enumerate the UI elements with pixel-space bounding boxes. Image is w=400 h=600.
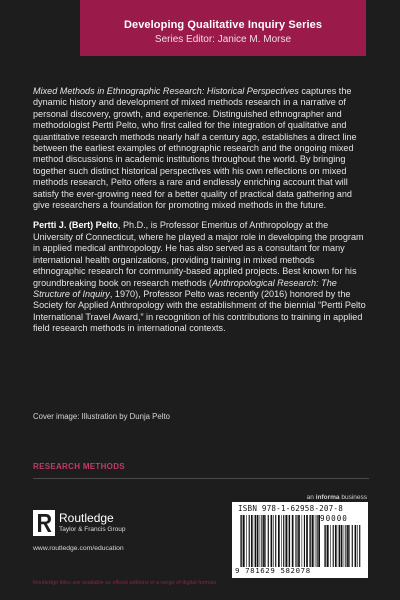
price-code: 90000 [320,514,348,523]
publisher-group: Taylor & Francis Group [59,526,126,533]
category-label: RESEARCH METHODS [33,462,125,471]
routledge-r-icon [33,510,55,536]
author-bio-text-1: , Ph.D., is Professor Emeritus of Anthropology at the University of Connecticut, where he played a major role in developing the program in applied medical anthropology. He has also served as a consultant for many international health organizations, providing training in mixed methods ethnographic research for community-based applied projects. Best known for his groundbreaking book on research methods ( [33,220,364,288]
divider [33,478,369,479]
author-bio-paragraph [33,220,369,334]
book-description [33,86,369,344]
cover-credit: Cover image: Illustration by Dunja Pelto [33,412,170,421]
author-name: Pertti J. (Bert) Pelto [33,220,118,231]
informa-suffix: business [339,494,367,501]
publisher-fine-print: Routledge titles are available as eBook editions in a range of digital formats [33,580,217,586]
series-title: Developing Qualitative Inquiry Series [123,19,323,31]
barcode-addon-bars-icon [324,525,362,567]
barcode-digits: 9 781629 582078 [235,566,311,575]
isbn-number: ISBN 978-1-62958-207-8 [238,504,343,513]
barcode-bars-icon [240,515,320,567]
description-text: captures the dynamic history and development of mixed methods research in a narrative of personal discovery, growth, and experience. Distinguished ethnographer and methodologist Pertti Pelto, who first called for the integration of qualitative and quantitative research methods nearly half a century ago, establishes a direct line between the earliest examples of ethnographic research and the ongoing mixed method discussions in academic institutions throughout the world. By bringing together such distinct historical perspectives with his own reflections on mixed methods research, Pelto offers a rare and endlessly enriching account that will satisfy the ever-growing need for a better quality of practical data gathering and give researchers a foundation for promoting mixed methods in the future. [33,86,357,211]
isbn-barcode [232,502,368,578]
informa-tagline [307,494,367,501]
publisher-name: Routledge [59,511,114,525]
description-paragraph [33,86,369,211]
publisher-logo [33,510,183,540]
series-editor: Series Editor: Janice M. Morse [154,34,292,45]
other-book-title: Anthropological Research: The Structure of Inquiry [33,277,337,299]
publisher-url[interactable]: www.routledge.com/education [33,545,124,552]
book-title: Mixed Methods in Ethnographic Research: Historical Perspectives [33,86,299,96]
series-banner [80,0,366,56]
informa-prefix: an [306,494,316,501]
informa-brand: informa [315,494,340,501]
author-bio-text-2: , 1970), Professor Pelto was recently (2016) honored by the Society for Applied Anthropology with the establishment of the biennial “Pertti Pelto International Travel Award,” in recognition of his contributions to training in applied field research methods in international contexts. [33,288,366,334]
